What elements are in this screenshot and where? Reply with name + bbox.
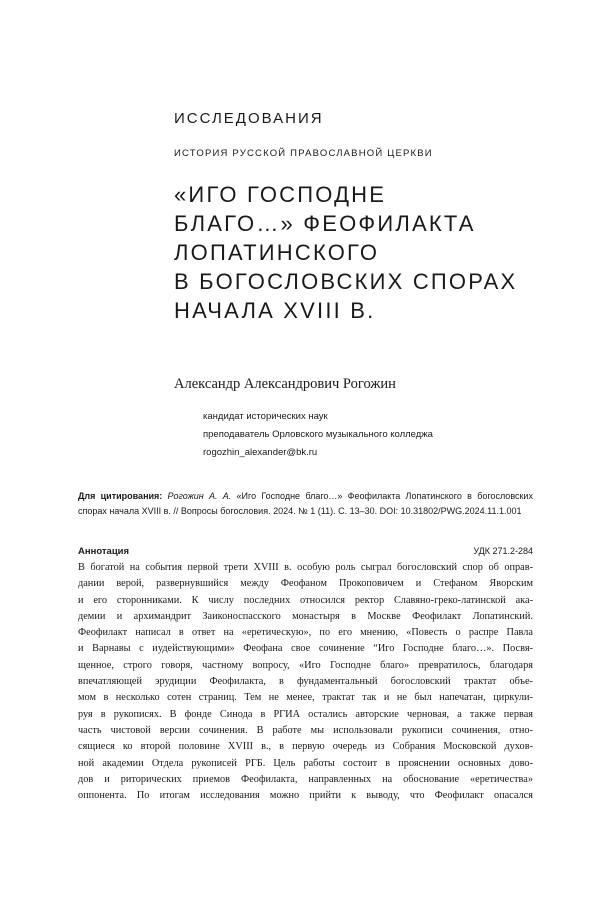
abstract-line: Феофилакт написал в ответ на «еретическую», по его мнению, «Повесть о распре Павла <box>78 627 533 639</box>
citation-block <box>78 489 533 519</box>
author-affiliation <box>203 408 433 462</box>
title-line: БЛАГО…» ФЕОФИЛАКТА <box>174 211 476 236</box>
title-line: ЛОПАТИНСКОГО <box>174 240 380 265</box>
abstract-text <box>78 560 533 804</box>
abstract-heading: Аннотация <box>78 546 130 557</box>
udk-code: УДК 271.2-284 <box>473 546 533 556</box>
citation-author: Рогожин А. А. <box>167 491 232 501</box>
citation-label: Для цитирования: <box>78 491 163 501</box>
title-line: «ИГО ГОСПОДНЕ <box>174 182 387 207</box>
abstract-line: впечатляющей эрудиции Феофилакта, в фундаментальный богословский трактат объе- <box>78 676 533 688</box>
abstract-line: демии и архимандрит Заиконоспасского монастыря в Москве Феофилакт Лопатинский. <box>78 610 533 622</box>
author-position: преподаватель Орловского музыкального колледжа <box>203 429 433 440</box>
abstract-line: мом в несколько сотен страниц. Тем не менее, трактат так и не был напечатан, циркули- <box>78 692 533 704</box>
abstract-line: щенное, строго говоря, частному вопросу, «Иго Господне благо» превратилось, благодаря <box>78 659 533 671</box>
title-line: НАЧАЛА XVIII В. <box>174 298 376 323</box>
author-name: Александр Александрович Рогожин <box>174 376 396 392</box>
subsection-heading: ИСТОРИЯ РУССКОЙ ПРАВОСЛАВНОЙ ЦЕРКВИ <box>174 148 433 159</box>
abstract-line: оппонента. По итогам исследования можно прийти к выводу, что Феофилакт опасался <box>78 790 533 802</box>
citation-text: «Иго Господне благо…» Феофилакта Лопатинского в богословских спорах начала XVIII в. // Вопросы богословия. 2024. № 1 (11). С. 13–30. DOI: 10.31802/PWG.2024.11.1.001 <box>78 491 533 516</box>
abstract-line: ной академии Отдела рукописей РГБ. Цель работы состоит в прояснении основных дово- <box>78 757 533 769</box>
abstract-line: В богатой на события первой трети XVIII в. особую роль сыграл богословский спор об оправ- <box>78 562 533 573</box>
abstract-line: дов и риторических приемов Феофилакта, направленных на обоснование «еретичества» <box>78 773 533 785</box>
author-degree: кандидат исторических наук <box>203 411 328 422</box>
abstract-line: часть чистовой версии сочинения. В работе мы использовали рукописи сочинения, отно- <box>78 724 533 736</box>
abstract-line: дании верой, развернувшийся между Феофаном Прокоповичем и Стефаном Яворским <box>78 578 533 590</box>
section-heading: ИССЛЕДОВАНИЯ <box>174 110 324 127</box>
article-title <box>174 180 534 325</box>
title-line: В БОГОСЛОВСКИХ СПОРАХ <box>174 269 518 294</box>
abstract-line: руя в рукописях. В фонде Синода в РГИА остались авторские черновая, а также первая <box>78 708 533 720</box>
abstract-line: и его сторонниками. К числу последних относился ректор Славяно-греко-латинской ака- <box>78 594 533 606</box>
abstract-line: сящиеся ко второй половине XVIII в., в первую очередь из Собрания Московской духов- <box>78 741 533 753</box>
author-email: rogozhin_alexander@bk.ru <box>203 447 318 458</box>
abstract-line: и Варнавы с иудействующими» Феофана свое сочинение “Иго Господне благо…». Посвя- <box>78 643 533 655</box>
